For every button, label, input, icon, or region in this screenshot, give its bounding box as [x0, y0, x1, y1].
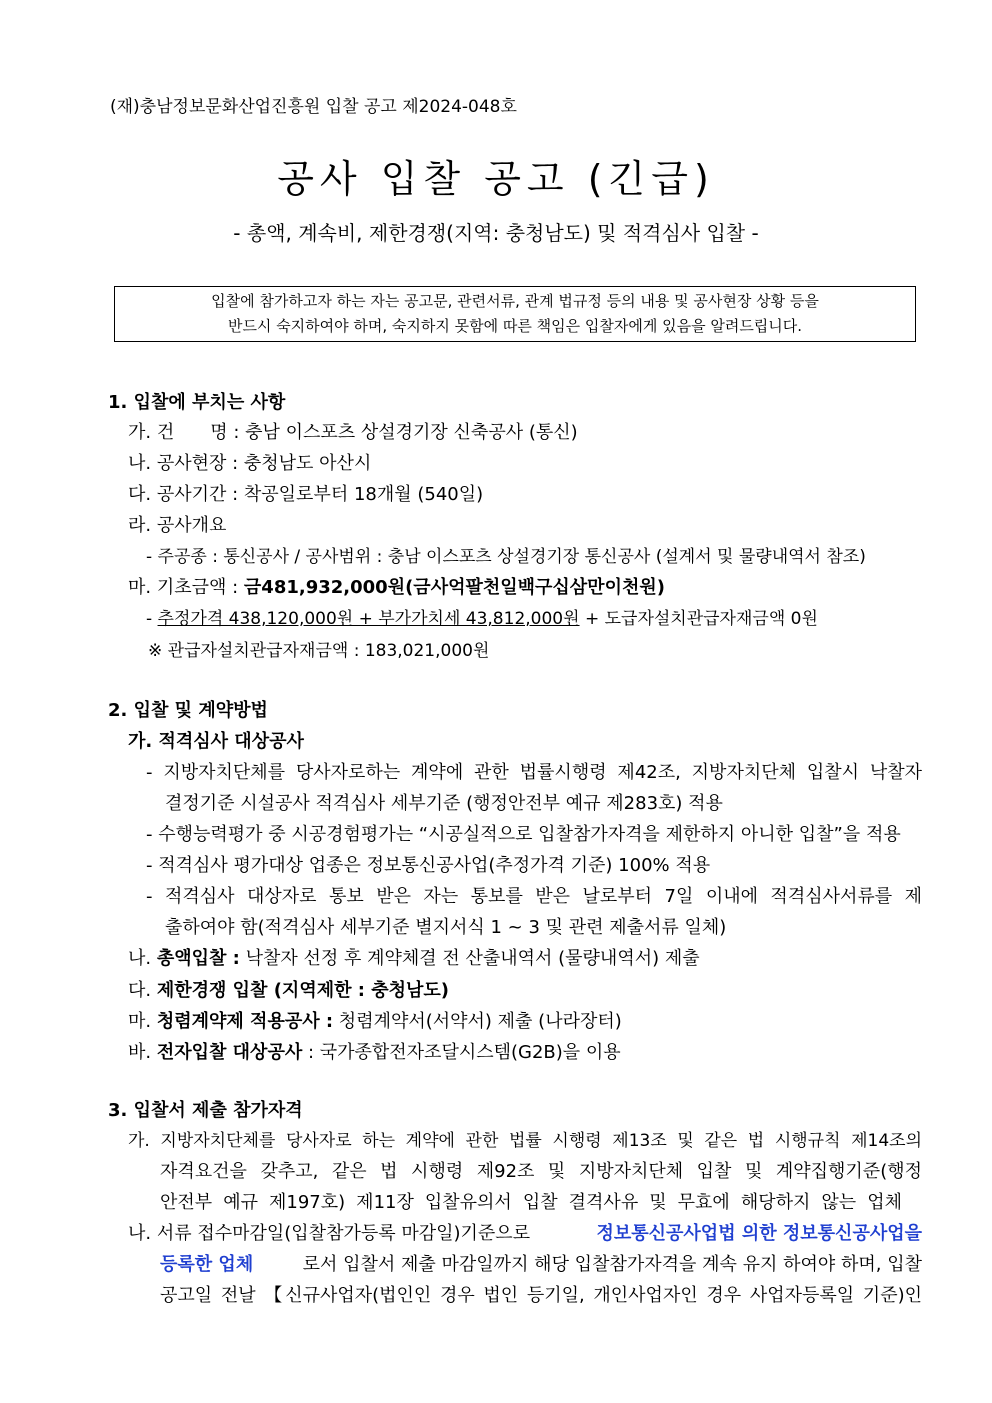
s3-item-ga-a: 가. 지방자치단체를 당사자로 하는 계약에 관한 법률 시행령 제13조 및 같은 법 시행규칙 제14조의	[128, 1131, 922, 1151]
s2-item-ga-1a: - 지방자치단체를 당사자로하는 계약에 관한 법률시행령 제42조, 지방자치단체 입찰시 낙찰자	[146, 762, 922, 783]
s2-item-ba-prefix: 바.	[128, 1042, 157, 1063]
s1-item-ga: 가. 건 명 : 충남 이스포츠 상설경기장 신축공사 (통신)	[128, 422, 578, 443]
s2-item-ga-1b: 결정기준 시설공사 적격심사 세부기준 (행정안전부 예규 제283호) 적용	[165, 793, 723, 814]
section-1-heading: 1. 입찰에 부치는 사항	[108, 392, 286, 413]
s2-item-ma-prefix: 마.	[128, 1011, 157, 1032]
s2-item-ga-2: - 수행능력평가 중 시공경험평가는 “시공실적으로 입찰참가자격을 제한하지 아니한 입찰”을 적용	[146, 824, 901, 845]
base-amount: 금481,932,000원(금사억팔천일백구십삼만이천원)	[243, 577, 665, 598]
s2-item-ga-4b: 출하여야 함(적격심사 세부기준 별지서식 1 ~ 3 및 관련 제출서류 일체)	[165, 917, 727, 938]
s2-item-na-label: 총액입찰 :	[156, 948, 240, 969]
caution-line-1: 입찰에 참가하고자 하는 자는 공고문, 관련서류, 관계 법규정 등의 내용 및 공사현장 상황 등을	[211, 292, 819, 310]
s1-item-ra: 라. 공사개요	[128, 515, 227, 536]
s3-item-na-a	[128, 1221, 922, 1247]
estimated-price: 추정가격 438,120,000원 + 부가가치세 43,812,000원	[157, 609, 580, 629]
s2-item-ga-4a: - 적격심사 대상자로 통보 받은 자는 통보를 받은 날로부터 7일 이내에 적격심사서류를 제	[146, 886, 922, 907]
s1-item-da: 다. 공사기간 : 착공일로부터 18개월 (540일)	[128, 484, 484, 505]
s2-item-da	[128, 978, 449, 1004]
s2-item-ba-label: 전자입찰 대상공사	[156, 1042, 303, 1063]
s2-item-ma-label: 청렴계약제 적용공사 :	[156, 1011, 334, 1032]
s3-item-ga-b: 자격요건을 갖추고, 같은 법 시행령 제92조 및 지방자치단체 입찰 및 계약집행기준(행정	[160, 1161, 922, 1182]
s2-item-na	[128, 946, 700, 972]
section-2-heading: 2. 입찰 및 계약방법	[108, 700, 268, 721]
s2-item-ma	[128, 1009, 622, 1035]
page-title: 공사 입찰 공고 (긴급)	[277, 157, 715, 201]
s3-item-na-highlight-2: 등록한 업체	[160, 1254, 254, 1275]
section-3-heading: 3. 입찰서 제출 참가자격	[108, 1100, 303, 1121]
page-subtitle: - 총액, 계속비, 제한경쟁(지역: 충청남도) 및 적격심사 입찰 -	[233, 221, 759, 245]
caution-line-2: 반드시 숙지하여야 하며, 숙지하지 못함에 따른 책임은 입찰자에게 있음을 알려드립니다.	[227, 317, 803, 335]
s3-item-na-b-text: 로서 입찰서 제출 마감일까지 해당 입찰참가자격을 계속 유지 하여야 하며, 입찰	[302, 1254, 922, 1275]
s2-item-ga: 가. 적격심사 대상공사	[128, 731, 304, 752]
s3-item-na-b	[160, 1252, 922, 1278]
s3-item-ga-c: 안전부 예규 제197호) 제11장 입찰유의서 입찰 결격사유 및 무효에 해당하지 않는 업체	[160, 1192, 902, 1213]
s1-item-na: 나. 공사현장 : 충청남도 아산시	[128, 453, 372, 474]
s2-item-ba	[128, 1040, 621, 1066]
s2-item-na-prefix: 나.	[128, 948, 157, 969]
s3-item-na-a-text: 나. 서류 접수마감일(입찰참가등록 마감일)기준으로	[128, 1223, 531, 1244]
s3-item-na-c: 공고일 전날 【신규사업자(법인인 경우 법인 등기일, 개인사업자인 경우 사업자등록일 기준)인	[160, 1285, 922, 1306]
s2-item-ba-text: : 국가종합전자조달시스템(G2B)을 이용	[302, 1042, 621, 1063]
s2-item-na-text: 낙찰자 선정 후 계약체결 전 산출내역서 (물량내역서) 제출	[239, 948, 700, 969]
s2-item-ma-text: 청렴계약서(서약서) 제출 (나라장터)	[333, 1011, 622, 1032]
dash-mark: -	[146, 609, 158, 629]
s3-item-na-highlight-1: 정보통신공사업법 의한 정보통신공사업을	[596, 1223, 922, 1244]
s1-item-ma	[128, 575, 665, 601]
s1-item-ma-label: 마. 기초금액 :	[128, 577, 244, 598]
s2-item-da-label: 제한경쟁 입찰 (지역제한 : 충청남도)	[156, 980, 449, 1001]
s1-item-ra-detail: - 주공종 : 통신공사 / 공사범위 : 충남 이스포츠 상설경기장 통신공사 (설계서 및 물량내역서 참조)	[146, 547, 866, 567]
caution-box	[114, 286, 916, 342]
s2-item-ga-3: - 적격심사 평가대상 업종은 정보통신공사업(추정가격 기준) 100% 적용	[146, 855, 711, 876]
s2-item-da-prefix: 다.	[128, 980, 157, 1001]
notice-number: (재)충남정보문화산업진흥원 입찰 공고 제2024-048호	[110, 97, 517, 117]
s1-item-ma-detail	[146, 606, 818, 632]
contractor-material-amount: + 도급자설치관급자재금액 0원	[579, 609, 818, 629]
s1-item-ma-note: ※ 관급자설치관급자재금액 : 183,021,000원	[148, 641, 490, 661]
